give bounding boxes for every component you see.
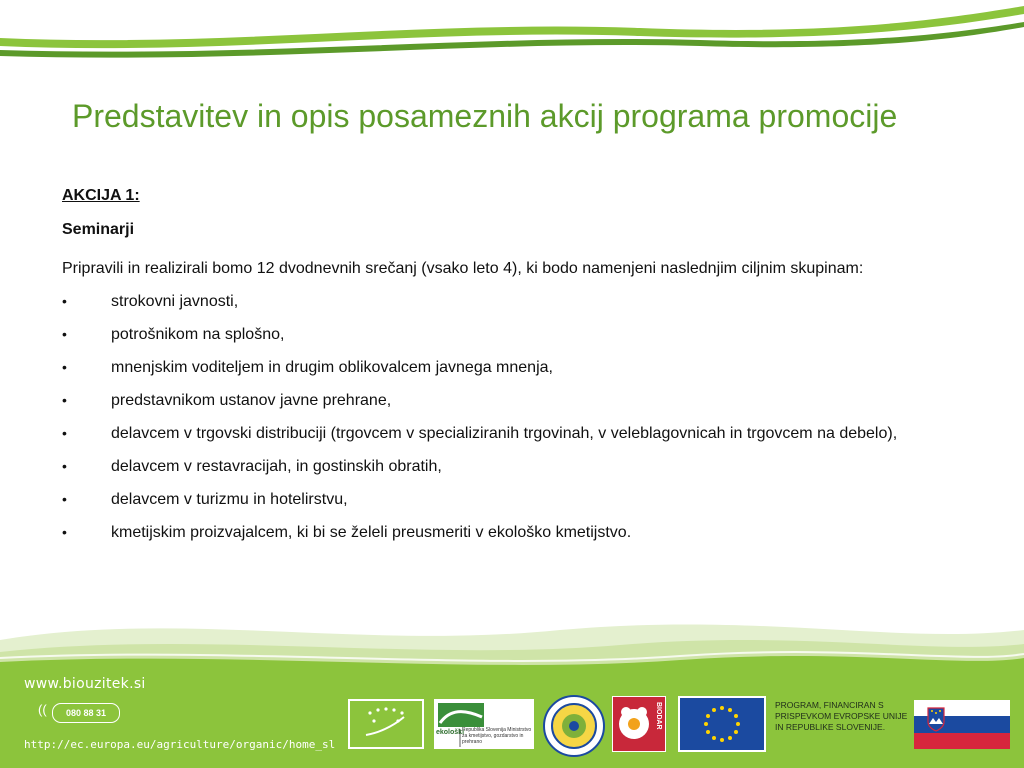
top-swoosh-decoration bbox=[0, 0, 1024, 70]
eu-flag bbox=[678, 696, 766, 752]
bullet-icon: • bbox=[62, 359, 67, 375]
list-item-text: delavcem v trgovski distribuciji (trgovcem v specializiranih trgovinah, v veleblagovnicah in trgovcem na debelo), bbox=[111, 425, 898, 442]
action-subheading: Seminarji bbox=[62, 221, 135, 238]
list-item-text: predstavnikom ustanov javne prehrane, bbox=[111, 392, 392, 409]
phone-icon: (( bbox=[38, 702, 47, 717]
bullet-icon: • bbox=[62, 524, 67, 540]
list-item bbox=[62, 351, 972, 384]
list-item bbox=[62, 318, 972, 351]
phone-number-badge: 080 88 31 bbox=[52, 703, 120, 723]
ekoloski-word: ekološki bbox=[436, 729, 465, 736]
ekoloski-kontroliran-seal bbox=[543, 695, 605, 757]
list-item bbox=[62, 450, 972, 483]
bullet-icon: • bbox=[62, 425, 67, 441]
list-item-text: delavcem v restavracijah, in gostinskih obratih, bbox=[111, 458, 442, 475]
list-item-text: kmetijskim proizvajalcem, ki bi se želeli preusmeriti v ekološko kmetijstvo. bbox=[111, 524, 632, 541]
intro-paragraph: Pripravili in realizirali bomo 12 dvodnevnih srečanj (vsako leto 4), ki bodo namenjeni naslednjim ciljnim skupinam: bbox=[62, 260, 864, 277]
bullet-icon: • bbox=[62, 458, 67, 474]
list-item bbox=[62, 417, 972, 450]
list-item-text: delavcem v turizmu in hotelirstvu, bbox=[111, 491, 348, 508]
slovenia-flag bbox=[914, 700, 1010, 749]
biodar-label: BIODAR bbox=[655, 702, 662, 730]
biodar-logo bbox=[612, 696, 666, 752]
funding-notice: PROGRAM, FINANCIRAN S PRISPEVKOM EVROPSKE UNIJE IN REPUBLIKE SLOVENIJE. bbox=[775, 700, 908, 732]
bullet-icon: • bbox=[62, 392, 67, 408]
list-item-text: mnenjskim voditeljem in drugim oblikovalcem javnega mnenja, bbox=[111, 359, 553, 376]
list-item bbox=[62, 384, 972, 417]
bullet-icon: • bbox=[62, 491, 67, 507]
list-item bbox=[62, 516, 972, 549]
bullet-icon: • bbox=[62, 326, 67, 342]
list-item bbox=[62, 483, 972, 516]
list-item-text: strokovni javnosti, bbox=[111, 293, 239, 310]
ministry-ekoloski-logo bbox=[434, 699, 534, 749]
target-groups-list bbox=[62, 285, 972, 549]
eu-organic-url[interactable]: http://ec.europa.eu/agriculture/organic/home_sl bbox=[24, 738, 336, 751]
bullet-icon: • bbox=[62, 293, 67, 309]
list-item bbox=[62, 285, 972, 318]
slide-title: Predstavitev in opis posameznih akcij programa promocije bbox=[72, 98, 898, 134]
ministry-text: Republika Slovenija Ministrstvo za kmetijstvo, gozdarstvo in prehrano bbox=[462, 727, 532, 745]
website-link[interactable]: www.biouzitek.si bbox=[24, 676, 146, 692]
action-heading: AKCIJA 1: bbox=[62, 187, 140, 204]
slide-content bbox=[62, 186, 972, 549]
list-item-text: potrošnikom na splošno, bbox=[111, 326, 285, 343]
eu-organic-leaf-logo bbox=[348, 699, 424, 749]
